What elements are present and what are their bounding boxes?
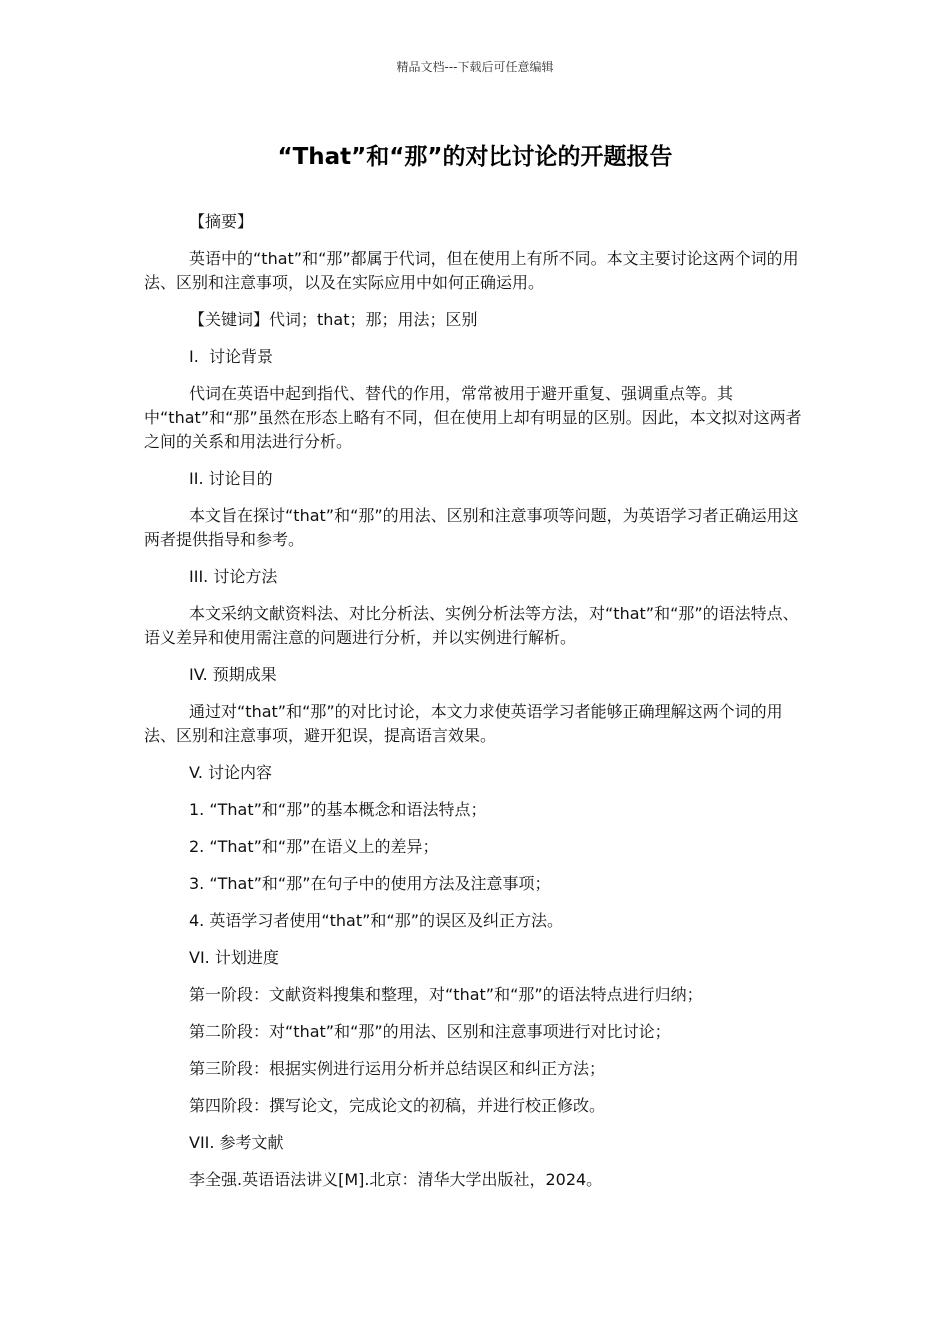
- content-item: 3. “That”和“那”在句子中的使用方法及注意事项；: [189, 874, 551, 893]
- schedule-item: 第二阶段：对“that”和“那”的用法、区别和注意事项进行对比讨论；: [189, 1022, 671, 1041]
- method-text: 本文采纳文献资料法、对比分析法、实例分析法等方法，对“that”和“那”的语法特点、语义差异和使用需注意的问题进行分析，并以实例进行解析。: [144, 604, 799, 647]
- document-body: [144, 210, 810, 1205]
- abstract-heading: 【摘要】: [189, 212, 254, 231]
- content-item: 2. “That”和“那”在语义上的差异；: [189, 837, 439, 856]
- content-item: 1. “That”和“那”的基本概念和语法特点；: [189, 800, 487, 819]
- schedule-item: 第四阶段：撰写论文，完成论文的初稿，并进行校正修改。: [189, 1096, 606, 1115]
- abstract-text: 英语中的“that”和“那”都属于代词，但在使用上有所不同。本文主要讨论这两个词的用法、区别和注意事项，以及在实际应用中如何正确运用。: [144, 249, 799, 292]
- schedule-item: 第一阶段：文献资料搜集和整理，对“that”和“那”的语法特点进行归纳；: [189, 985, 703, 1004]
- section-heading-background: I. 讨论背景: [189, 347, 273, 366]
- background-text: 代词在英语中起到指代、替代的作用，常常被用于避开重复、强调重点等。其中“that”和“那”虽然在形态上略有不同，但在使用上却有明显的区别。因此，本文拟对这两者之间的关系和用法进行分析。: [144, 384, 802, 451]
- section-heading-references: VII. 参考文献: [189, 1133, 284, 1152]
- outcomes-text: 通过对“that”和“那”的对比讨论，本文力求使英语学习者能够正确理解这两个词的用法、区别和注意事项，避开犯误，提高语言效果。: [144, 702, 783, 745]
- header-note: 精品文档---下载后可任意编辑: [396, 60, 554, 74]
- section-heading-method: III. 讨论方法: [189, 567, 278, 586]
- purpose-text: 本文旨在探讨“that”和“那”的用法、区别和注意事项等问题，为英语学习者正确运用这两者提供指导和参考。: [144, 506, 799, 549]
- section-heading-content: V. 讨论内容: [189, 763, 273, 782]
- content-item: 4. 英语学习者使用“that”和“那”的误区及纠正方法。: [189, 911, 564, 930]
- page-title: “That”和“那”的对比讨论的开题报告: [277, 144, 673, 170]
- keywords: 【关键词】代词；that；那；用法；区别: [189, 310, 478, 329]
- section-heading-outcomes: IV. 预期成果: [189, 665, 277, 684]
- section-heading-purpose: II. 讨论目的: [189, 469, 273, 488]
- reference-item: 李全强.英语语法讲义[M].北京：清华大学出版社，2024。: [189, 1170, 603, 1189]
- section-heading-schedule: VI. 计划进度: [189, 948, 279, 967]
- schedule-item: 第三阶段：根据实例进行运用分析并总结误区和纠正方法；: [189, 1059, 606, 1078]
